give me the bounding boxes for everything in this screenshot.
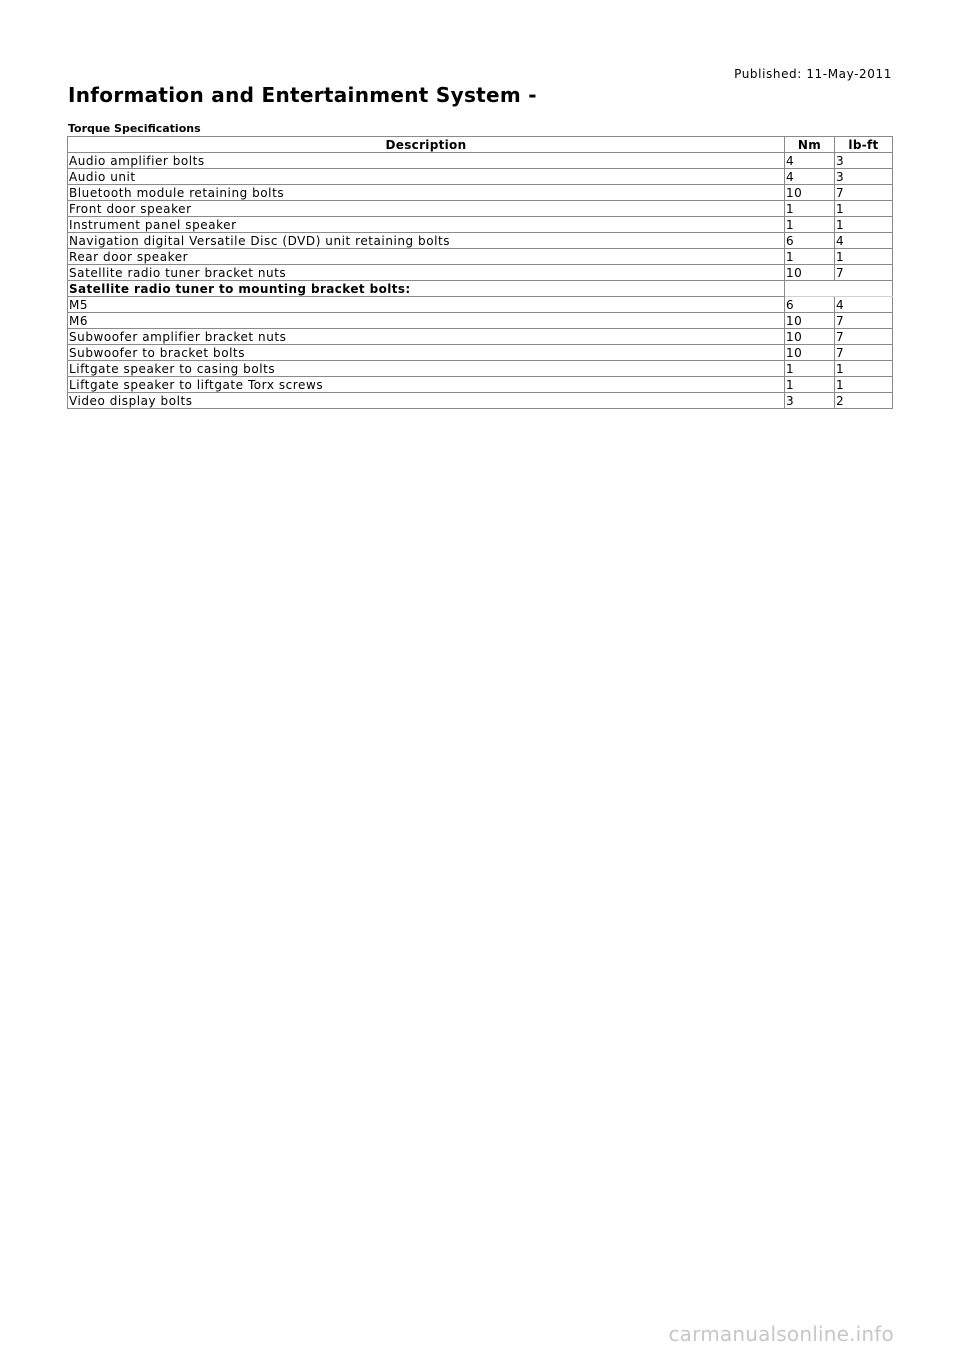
table-row: [68, 169, 893, 185]
cell-lbft: 7: [835, 185, 893, 201]
page-title: Information and Entertainment System -: [68, 83, 537, 107]
cell-description: Audio amplifier bolts: [68, 153, 785, 169]
published-date: Published: 11-May-2011: [734, 67, 892, 81]
cell-nm: 1: [785, 217, 835, 233]
cell-nm: 1: [785, 361, 835, 377]
cell-nm: 3: [785, 393, 835, 409]
table-row: [68, 249, 893, 265]
cell-nm: 1: [785, 249, 835, 265]
cell-nm: 10: [785, 313, 835, 329]
column-header-nm: Nm: [785, 137, 835, 153]
cell-lbft: 4: [835, 233, 893, 249]
table-row: [68, 313, 893, 329]
cell-lbft: 7: [835, 313, 893, 329]
table-row: [68, 345, 893, 361]
cell-nm: 4: [785, 169, 835, 185]
cell-lbft: 3: [835, 153, 893, 169]
cell-description: Subwoofer amplifier bracket nuts: [68, 329, 785, 345]
cell-nm: 6: [785, 297, 835, 313]
cell-description: Audio unit: [68, 169, 785, 185]
cell-lbft: 2: [835, 393, 893, 409]
cell-lbft: 3: [835, 169, 893, 185]
table-subheading: Satellite radio tuner to mounting bracket bolts:: [68, 281, 785, 297]
cell-nm: 10: [785, 345, 835, 361]
column-header-lbft: lb-ft: [835, 137, 893, 153]
cell-nm: 6: [785, 233, 835, 249]
cell-lbft: 1: [835, 217, 893, 233]
cell-nm: 1: [785, 201, 835, 217]
cell-nm: 10: [785, 265, 835, 281]
table-row: [68, 297, 893, 313]
cell-description: Liftgate speaker to liftgate Torx screws: [68, 377, 785, 393]
cell-description: Video display bolts: [68, 393, 785, 409]
cell-description: Liftgate speaker to casing bolts: [68, 361, 785, 377]
table-row: [68, 265, 893, 281]
cell-description: Satellite radio tuner bracket nuts: [68, 265, 785, 281]
cell-nm: 10: [785, 329, 835, 345]
table-row: [68, 185, 893, 201]
cell-description: M5: [68, 297, 785, 313]
cell-description: Instrument panel speaker: [68, 217, 785, 233]
table-row: [68, 201, 893, 217]
empty-cell: [785, 281, 893, 297]
cell-description: Navigation digital Versatile Disc (DVD) unit retaining bolts: [68, 233, 785, 249]
table-row: [68, 233, 893, 249]
table-row: [68, 393, 893, 409]
cell-nm: 10: [785, 185, 835, 201]
cell-lbft: 4: [835, 297, 893, 313]
table-header-row: [68, 137, 893, 153]
cell-description: Bluetooth module retaining bolts: [68, 185, 785, 201]
table-row: [68, 329, 893, 345]
table-row: [68, 217, 893, 233]
cell-nm: 1: [785, 377, 835, 393]
watermark: carmanualsonline.info: [668, 1322, 894, 1346]
cell-description: Front door speaker: [68, 201, 785, 217]
cell-lbft: 7: [835, 329, 893, 345]
torque-specifications-table: [67, 136, 893, 409]
table-row: [68, 361, 893, 377]
cell-lbft: 1: [835, 249, 893, 265]
column-header-description: Description: [68, 137, 785, 153]
section-heading: Torque Specifications: [68, 122, 201, 135]
cell-lbft: 1: [835, 201, 893, 217]
cell-lbft: 1: [835, 377, 893, 393]
cell-lbft: 7: [835, 345, 893, 361]
cell-lbft: 1: [835, 361, 893, 377]
table-subheading-row: [68, 281, 893, 297]
cell-description: Rear door speaker: [68, 249, 785, 265]
cell-description: M6: [68, 313, 785, 329]
cell-description: Subwoofer to bracket bolts: [68, 345, 785, 361]
table-row: [68, 377, 893, 393]
cell-lbft: 7: [835, 265, 893, 281]
table-row: [68, 153, 893, 169]
cell-nm: 4: [785, 153, 835, 169]
